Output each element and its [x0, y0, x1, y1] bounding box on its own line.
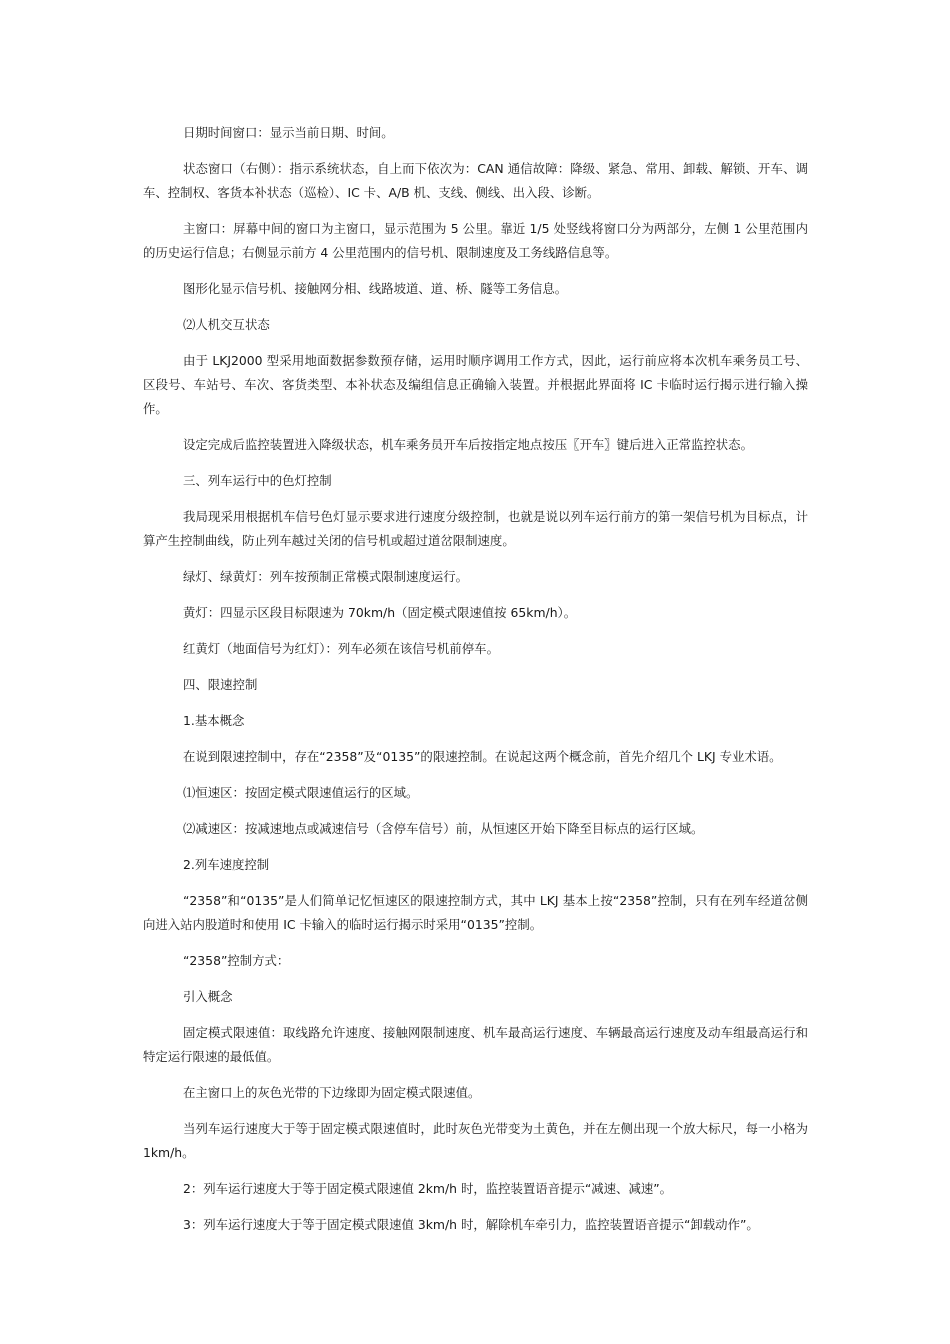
heading-speed-limit-control: 四、限速控制 [183, 677, 258, 692]
heading-hmi-state: ⑵人机交互状态 [183, 317, 270, 332]
paragraph-status-window: 状态窗口（右侧）：指示系统状态，自上而下依次为：CAN 通信故障：降级、紧急、常用、卸载、解锁、开车、调车、控制权、客货本补状态（巡检）、IC 卡、A/B 机、支线、侧线、出入段、诊断。 [143, 161, 808, 200]
paragraph-lkj-terms: 在说到限速控制中，存在“2358”及“0135”的限速控制。在说起这两个概念前，首先介绍几个 LKJ 专业术语。 [183, 749, 782, 764]
paragraph-2358-mode: “2358”控制方式： [183, 953, 290, 968]
paragraph-yellow-light: 黄灯：四显示区段目标限速为 70km/h（固定模式限速值按 65km/h）。 [183, 605, 577, 620]
paragraph-green-light: 绿灯、绿黄灯：列车按预制正常模式限制速度运行。 [183, 569, 468, 584]
heading-signal-control: 三、列车运行中的色灯控制 [183, 473, 332, 488]
paragraph-introduce-concept: 引入概念 [183, 989, 233, 1004]
paragraph-fixed-mode-limit: 固定模式限速值：取线路允许速度、接触网限制速度、机车最高运行速度、车辆最高运行速度及动车组最高运行和特定运行限速的最低值。 [143, 1025, 808, 1064]
paragraph-2358-0135: “2358”和“0135”是人们简单记忆恒速区的限速控制方式，其中 LKJ 基本上按“2358”控制，只有在列车经道岔侧向进入站内股道时和使用 IC 卡输入的临时运行揭示时采用“0135”控制。 [143, 893, 808, 932]
heading-train-speed-control: 2.列车速度控制 [183, 857, 270, 872]
paragraph-deceleration-zone: ⑵减速区：按减速地点或减速信号（含停车信号）前，从恒速区开始下降至目标点的运行区域。 [183, 821, 704, 836]
paragraph-graphic-display: 图形化显示信号机、接触网分相、线路坡道、道、桥、隧等工务信息。 [183, 281, 568, 296]
paragraph-speed-grading: 我局现采用根据机车信号色灯显示要求进行速度分级控制，也就是说以列车运行前方的第一架信号机为目标点，计算产生控制曲线，防止列车越过关闭的信号机或超过道岔限制速度。 [143, 509, 808, 548]
paragraph-datetime-window: 日期时间窗口：显示当前日期、时间。 [183, 125, 394, 140]
paragraph-main-window: 主窗口：屏幕中间的窗口为主窗口，显示范围为 5 公里。靠近 1/5 处竖线将窗口分为两部分，左侧 1 公里范围内的历史运行信息；右侧显示前方 4 公里范围内的信号机、限制速度及工务线路信息等。 [143, 221, 808, 260]
paragraph-constant-speed-zone: ⑴恒速区：按固定模式限速值运行的区域。 [183, 785, 419, 800]
paragraph-lkj2000-input: 由于 LKJ2000 型采用地面数据参数预存储，运用时顺序调用工作方式，因此，运行前应将本次机车乘务员工号、区段号、车站号、车次、客货类型、本补状态及编组信息正确输入装置。并根据此界面将 IC 卡临时运行揭示进行输入操作。 [143, 353, 808, 416]
paragraph-setup-complete: 设定完成后监控装置进入降级状态，机车乘务员开车后按指定地点按压〖开车〗键后进入正常监控状态。 [183, 437, 753, 452]
paragraph-gray-band: 在主窗口上的灰色光带的下边缘即为固定模式限速值。 [183, 1085, 481, 1100]
paragraph-over-limit: 当列车运行速度大于等于固定模式限速值时，此时灰色光带变为土黄色，并在左侧出现一个放大标尺，每一小格为 1km/h。 [143, 1121, 808, 1160]
paragraph-2kmh-warning: 2：列车运行速度大于等于固定模式限速值 2km/h 时，监控装置语音提示“减速、减速”。 [183, 1181, 673, 1196]
paragraph-3kmh-unload: 3：列车运行速度大于等于固定模式限速值 3km/h 时，解除机车牵引力，监控装置语音提示“卸载动作”。 [183, 1217, 759, 1232]
heading-basic-concepts: 1.基本概念 [183, 713, 245, 728]
document-body [143, 121, 808, 1249]
paragraph-red-yellow-light: 红黄灯（地面信号为红灯）：列车必须在该信号机前停车。 [183, 641, 499, 656]
